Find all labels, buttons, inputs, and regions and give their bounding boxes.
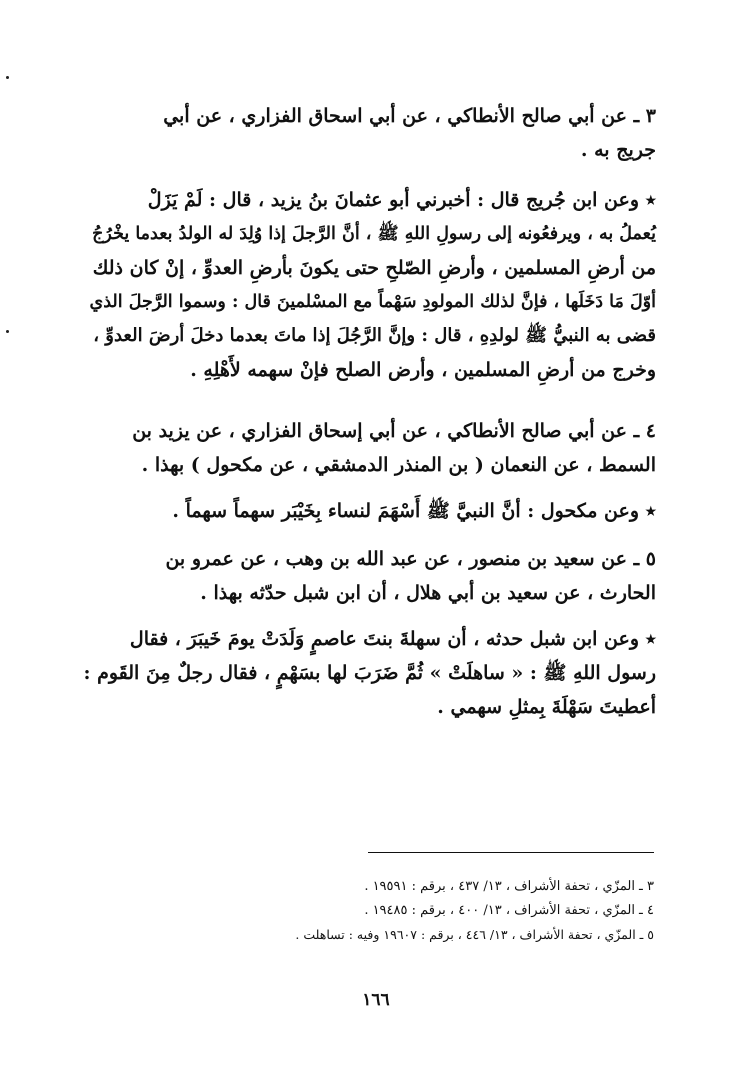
paragraph-ibn-jurayj [82,183,656,387]
page-number: ١٦٦ [362,990,390,1010]
footnote-divider [368,852,654,853]
text-line: يُعملُ به ، ويرفعُونه إلى رسولِ اللهِ ﷺ ، أنَّ الرَّجلَ إذا وُلِدَ له الولدُ بعدما يخْرُجُ [92,224,656,244]
text-line: ٭ وعن مكحول : أنَّ النبيَّ ﷺ أَسْهَمَ لنساء بِخَيْبَر سهماً سهماً . [172,500,656,522]
text-line: وخرج من أرضِ المسلمين ، وأرض الصلح فإنْ سهمه لأَهْلِهِ . [190,359,656,381]
paragraph-5 [82,542,656,610]
text-line: أعطيتَ سَهْلَةَ بِمثلِ سهمي . [437,696,656,718]
text-line: ٭ وعن ابن جُريج قال : أخبرني أبو عثمانَ بنُ يزيد ، قال : لَمْ يَزَلْ [147,189,656,211]
paragraph-ibn-shibl [82,622,656,724]
text-line: جريج به . [580,139,656,161]
text-line: ٣ ـ عن أبي صالح الأنطاكي ، عن أبي اسحاق الفزاري ، عن أبي [163,105,656,127]
scan-speck [6,330,9,333]
text-line: ٭ وعن ابن شبل حدثه ، أن سهلةَ بنتَ عاصمٍ وَلَدَتْ يومَ خَيبَرَ ، فقال [129,628,656,650]
footnote-5: ٥ ـ المزّي ، تحفة الأشراف ، ١٣/ ٤٤٦ ، برقم : ١٩٦٠٧ وفيه : تساهلت . [295,927,654,942]
text-line: أوّلَ مَا دَخَلَها ، فإنَّ لذلك المولودِ سَهْماً مع المسْلمينَ قال : وسموا الرَّجلَ الذي [89,292,656,312]
scan-speck [6,76,9,79]
text-line: ٥ ـ عن سعيد بن منصور ، عن عبد الله بن وهب ، عن عمرو بن [165,548,656,570]
text-line: ٤ ـ عن أبي صالح الأنطاكي ، عن أبي إسحاق الفزاري ، عن يزيد بن [132,420,656,442]
footnotes [290,875,654,947]
text-line: الحارث ، عن سعيد بن أبي هلال ، أن ابن شبل حدّثه بهذا . [200,582,656,604]
footnote-3: ٣ ـ المزّي ، تحفة الأشراف ، ١٣/ ٤٣٧ ، برقم : ١٩٥٩١ . [364,879,654,894]
paragraph-4 [82,414,656,482]
paragraph-3 [82,99,656,167]
text-line: رسول اللهِ ﷺ : « ساهلَتْ » ثُمَّ ضَرَبَ لها بسَهْمٍ ، فقال رجلٌ مِنَ القَوم : [83,662,656,684]
text-line: من أرضِ المسلمين ، وأرضِ الصّلحِ حتى يكونَ بأرضِ العدوِّ ، إنْ كان ذلك [92,257,656,279]
text-line: قضى به النبيُّ ﷺ لولدِهِ ، قال : وإنَّ الرَّجُلَ إذا ماتَ بعدما دخلَ أرضَ العدوِّ ، [93,325,656,346]
text-line: السمط ، عن النعمان ( بن المنذر الدمشقي ، عن مكحول ) بهذا . [141,454,656,476]
paragraph-makhul [82,494,656,528]
footnote-4: ٤ ـ المزّي ، تحفة الأشراف ، ١٣/ ٤٠٠ ، برقم : ١٩٤٨٥ . [364,903,654,918]
